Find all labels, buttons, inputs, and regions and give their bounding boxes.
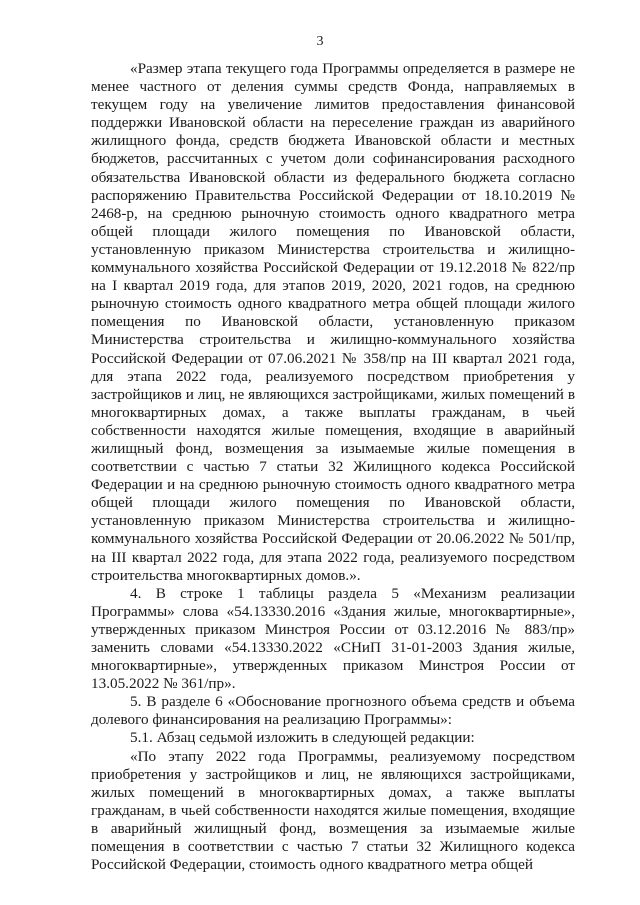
paragraph-stage-2022: «По этапу 2022 года Программы, реализуемому посредством приобретения у застройщиков и лиц, не являющихся застройщиками, жилых помещений в многоквартирных домах, а также выплаты гражданам, в чьей собственности находятся жилые помещения, входящие в аварийный жилищный фонд, возмещения за изымаемые жилые помещения в соответствии с частью 7 статьи 32 Жилищного кодекса Российской Федерации, стоимость одного квадратного метра общей	[91, 747, 575, 874]
paragraph-item-4: 4. В строке 1 таблицы раздела 5 «Механизм реализации Программы» слова «54.13330.2016 «Здания жилые, многоквартирные», утвержденных приказом Минстроя России от 03.12.2016 № 883/пр» заменить словами «54.13330.2022 «СНиП 31-01-2003 Здания жилые, многоквартирные», утвержденных приказом Минстроя России от 13.05.2022 № 361/пр».	[91, 584, 575, 693]
document-body	[91, 60, 575, 874]
paragraph-item-5-1: 5.1. Абзац седьмой изложить в следующей редакции:	[130, 729, 475, 747]
page-number: 3	[316, 34, 324, 49]
paragraph-stage-size: «Размер этапа текущего года Программы определяется в размере не менее частного от деления суммы средств Фонда, направляемых в текущем году на увеличение лимитов предоставления финансовой поддержки Ивановской области на переселение граждан из аварийного жилищного фонда, средств бюджета Ивановской области и местных бюджетов, рассчитанных с учетом доли софинансирования расходного обязательства Ивановской области из федерального бюджета согласно распоряжению Правительства Российской Федерации от 18.10.2019 № 2468-р, на среднюю рыночную стоимость одного квадратного метра общей площади жилого помещения по Ивановской области, установленную приказом Министерства строительства и жилищно-коммунального хозяйства Российской Федерации от 19.12.2018 № 822/пр на I квартал 2019 года, для этапов 2019, 2020, 2021 годов, на среднюю рыночную стоимость одного квадратного метра общей площади жилого помещения по Ивановской области, установленную приказом Министерства строительства и жилищно-коммунального хозяйства Российской Федерации от 07.06.2021 № 358/пр на III квартал 2021 года, для этапа 2022 года, реализуемого посредством приобретения у застройщиков и лиц, не являющихся застройщиками, жилых помещений в многоквартирных домах, а также выплаты гражданам, в чьей собственности находятся жилые помещения, входящие в аварийный жилищный фонд, возмещения за изымаемые жилые помещения в соответствии с частью 7 статьи 32 Жилищного кодекса Российской Федерации и на среднюю рыночную стоимость одного квадратного метра общей площади жилого помещения по Ивановской области, установленную приказом Министерства строительства и жилищно-коммунального хозяйства Российской Федерации от 20.06.2022 № 501/пр, на III квартал 2022 года, для этапа 2022 года, реализуемого посредством строительства многоквартирных домов.».	[91, 60, 575, 584]
paragraph-item-5: 5. В разделе 6 «Обоснование прогнозного объема средств и объема долевого финансирования на реализацию Программы»:	[91, 693, 575, 729]
